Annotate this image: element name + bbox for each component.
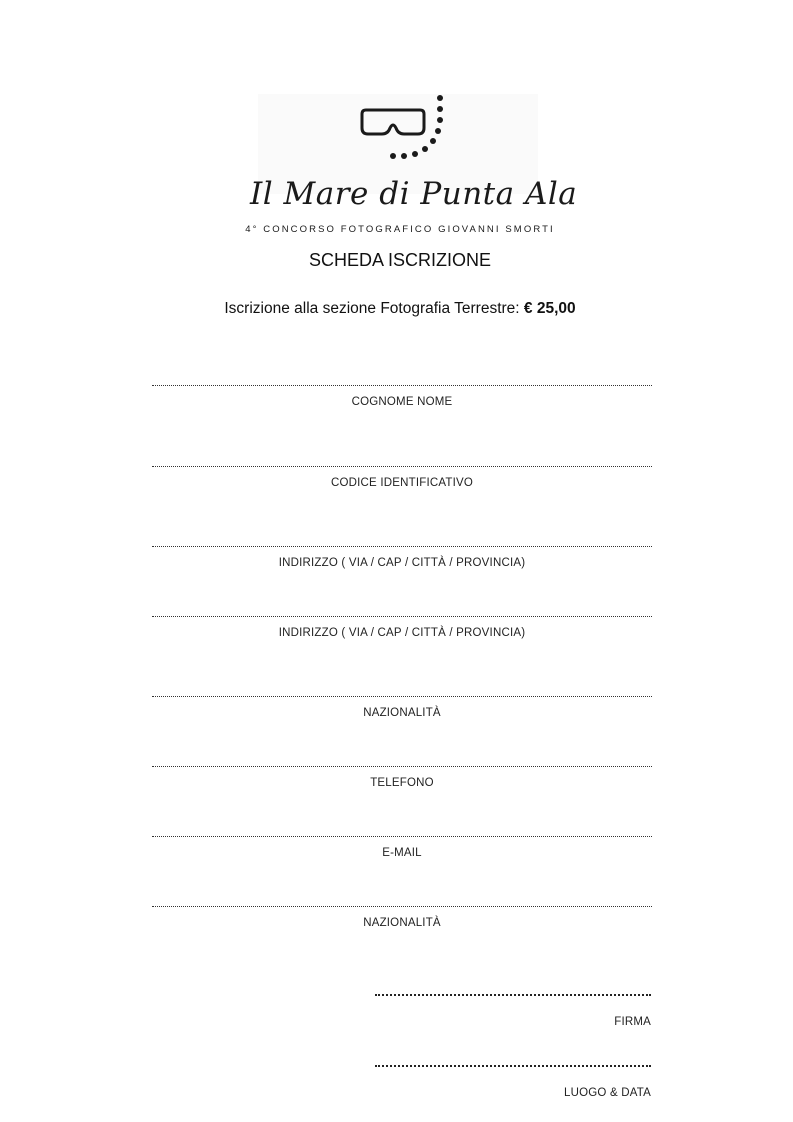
dotted-line — [152, 766, 652, 767]
field-label: COGNOME NOME — [351, 396, 453, 408]
field-nazionalita-2[interactable] — [152, 906, 652, 929]
fee-text: Iscrizione alla sezione Fotografia Terrestre: — [224, 300, 520, 317]
dotted-line — [152, 906, 652, 907]
field-label: E-MAIL — [382, 847, 422, 859]
field-label: INDIRIZZO ( VIA / CAP / CITTÀ / PROVINCIA) — [278, 557, 526, 569]
field-label: CODICE IDENTIFICATIVO — [331, 477, 473, 489]
field-indirizzo-2[interactable] — [152, 616, 652, 639]
brand-name: Il Mare di Punta Ala — [250, 176, 578, 212]
field-label: INDIRIZZO ( VIA / CAP / CITTÀ / PROVINCIA) — [278, 627, 526, 639]
diving-mask-icon — [352, 92, 452, 168]
dotted-line — [152, 836, 652, 837]
field-label: NAZIONALITÀ — [363, 707, 441, 719]
fee-line — [150, 300, 650, 318]
luogo-data-label: LUOGO & DATA — [564, 1087, 651, 1099]
field-email[interactable] — [152, 836, 652, 859]
field-luogo-data[interactable] — [375, 1065, 651, 1099]
dotted-line — [152, 466, 652, 467]
dotted-line — [152, 385, 652, 386]
dotted-line — [152, 616, 652, 617]
field-telefono[interactable] — [152, 766, 652, 789]
contest-subtitle: 4° CONCORSO FOTOGRAFICO GIOVANNI SMORTI — [245, 224, 555, 235]
dotted-line — [375, 1065, 651, 1067]
dotted-line — [152, 696, 652, 697]
field-nazionalita-1[interactable] — [152, 696, 652, 719]
dotted-line — [375, 994, 651, 996]
form-title: SCHEDA ISCRIZIONE — [308, 250, 492, 270]
field-label: TELEFONO — [370, 777, 434, 789]
field-firma[interactable] — [375, 994, 651, 1028]
field-codice-identificativo[interactable] — [152, 466, 652, 489]
fee-amount: € 25,00 — [523, 300, 576, 317]
field-indirizzo-1[interactable] — [152, 546, 652, 569]
field-label: NAZIONALITÀ — [363, 917, 441, 929]
field-cognome-nome[interactable] — [152, 385, 652, 408]
dotted-line — [152, 546, 652, 547]
firma-label: FIRMA — [614, 1016, 651, 1028]
